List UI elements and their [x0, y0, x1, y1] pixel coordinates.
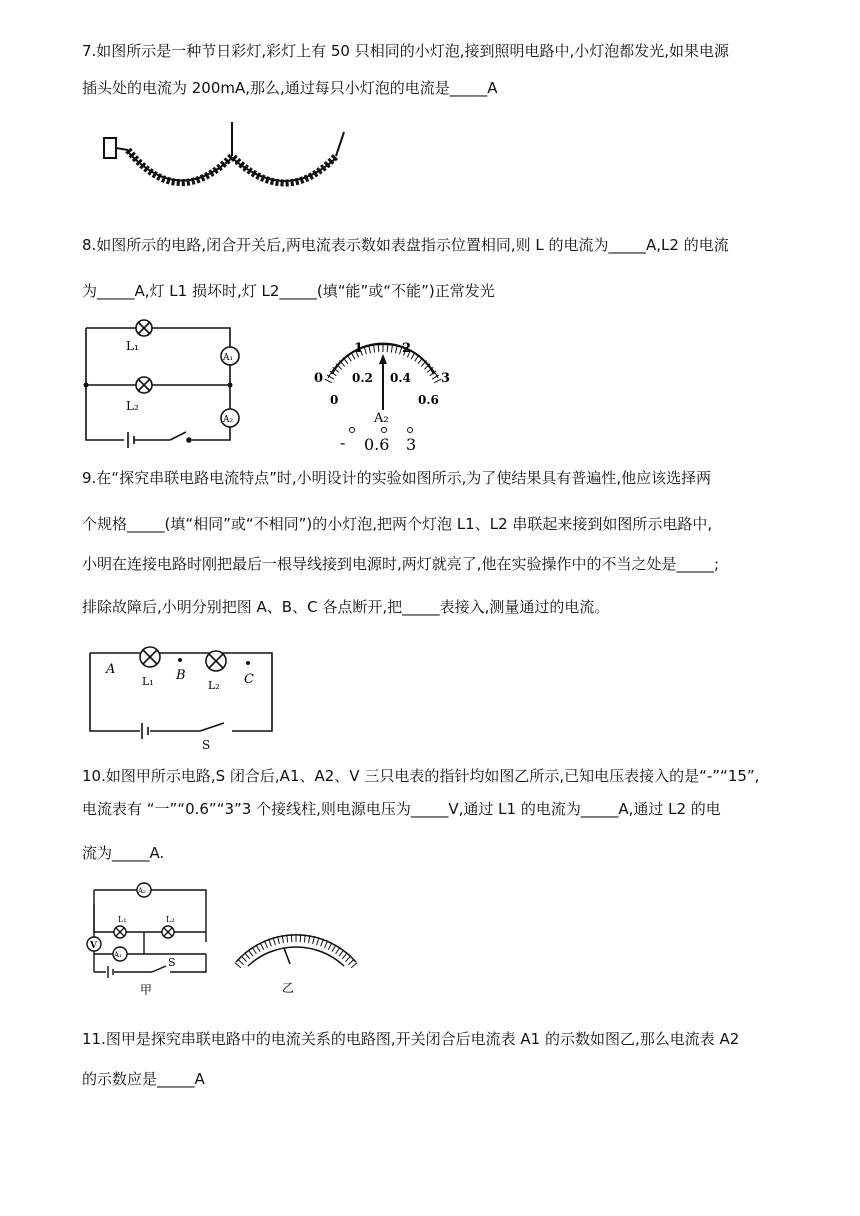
q11-text-line2: 的示数应是_____A	[82, 1070, 205, 1088]
point-b-label: B	[176, 668, 186, 683]
switch-icon	[152, 966, 166, 972]
ammeter-a1-label: A₁	[223, 353, 234, 363]
q9-text-line1: 9.在“探究串联电路电流特点”时,小明设计的实验如图所示,为了使结果具有普遍性,他应该选择两	[82, 469, 712, 487]
dial-tick	[336, 947, 340, 954]
dial-tick	[411, 352, 415, 359]
ammeter-a2-label: A₂	[138, 887, 146, 895]
ammeter-a1-label: A₁	[114, 951, 122, 959]
q11-text-line1: 11.图甲是探究串联电路中的电流关系的电路图,开关闭合后电流表 A1 的示数如图乙,那么电流表 A2	[82, 1030, 740, 1048]
q10-text-line3: 流为_____A.	[82, 844, 165, 862]
q9-text-line3: 小明在连接电路时刚把最后一根导线接到电源时,两灯就亮了,他在实验操作中的不当之处是_____;	[82, 555, 720, 573]
dial-tick	[395, 346, 397, 354]
dial-tick	[328, 943, 332, 950]
q7-text-line1: 7.如图所示是一种节日彩灯,彩灯上有 50 只相同的小灯泡,接到照明电路中,小灯泡都发光,如果电源	[82, 42, 730, 60]
q9-text-line4: 排除故障后,小明分别把图 A、B、C 各点断开,把_____表接入,测量通过的电流。	[82, 598, 610, 616]
lamp-l1-label: L₁	[118, 915, 127, 924]
dial-tick	[248, 950, 253, 956]
dial-tick	[369, 346, 371, 354]
scale-bottom-0: 0	[330, 393, 339, 407]
lamp-l1-label: L₁	[142, 675, 154, 688]
scale-bottom-3: 0.6	[418, 393, 439, 407]
lamp-l2-label: L₂	[208, 679, 220, 692]
switch-icon	[170, 432, 186, 440]
lamp-l2-label: L₂	[166, 915, 175, 924]
dial-tick	[339, 950, 344, 956]
dial-tick	[260, 943, 264, 950]
point-a-label: A	[106, 662, 116, 677]
scale-bottom-1: 0.2	[352, 371, 373, 385]
terminal-3: 3	[406, 435, 417, 454]
q8-circuit-diagram	[80, 318, 240, 454]
dial-tick	[378, 344, 379, 352]
q9-text-line2: 个规格_____(填“相同”或“不相同”)的小灯泡,把两个灯泡 L1、L2 串联起来接到如图所示电路中,	[82, 515, 713, 533]
scale-top-1: 1	[354, 341, 364, 356]
lamp-l2-label: L₂	[126, 399, 139, 413]
dial-tick	[374, 345, 375, 353]
terminal-0.6: 0.6	[364, 435, 390, 454]
q10-text-line2: 电流表有 “一”“0.6”“3”3 个接线柱,则电源电压为_____V,通过 L1 的电流为_____A,通过 L2 的电	[82, 800, 721, 818]
dial-tick	[325, 379, 332, 383]
figure-caption-yi: 乙	[282, 981, 295, 995]
switch-icon	[200, 723, 224, 731]
ammeter-a2-label: A₂	[223, 415, 234, 425]
battery-icon	[142, 723, 148, 739]
scale-bottom-2: 0.4	[390, 371, 411, 385]
dial-meter-label: A₂	[374, 411, 389, 426]
dial-tick	[351, 963, 357, 968]
battery-icon	[128, 432, 134, 448]
q8-text-line1: 8.如图所示的电路,闭合开关后,两电流表示数如表盘指示位置相同,则 L 的电流为_____A,L2 的电流	[82, 236, 729, 254]
dial-tick	[332, 945, 336, 952]
battery-icon	[108, 966, 113, 978]
dial-tick	[348, 959, 354, 964]
q7-text-line2: 插头处的电流为 200mA,那么,通过每只小灯泡的电流是_____A	[82, 79, 498, 97]
q8-text-line2: 为_____A,灯 L1 损坏时,灯 L2_____(填“能”或“不能”)正常发光	[82, 282, 495, 300]
q7-string-lights-figure	[100, 120, 360, 200]
q8-ammeter-dial	[310, 330, 460, 454]
plug-icon	[104, 138, 116, 158]
switch-label: S	[202, 738, 211, 752]
dial-tick	[387, 344, 388, 352]
dial-tick	[241, 956, 246, 962]
figure-caption-jia: 甲	[140, 983, 153, 997]
dial-tick	[325, 941, 328, 948]
scale-top-2: 2	[402, 341, 412, 356]
dial-tick	[238, 959, 244, 964]
terminal-minus: -	[340, 433, 346, 452]
dial-tick	[252, 947, 256, 954]
dial-tick	[245, 953, 250, 959]
q10-circuit-diagram	[82, 882, 232, 998]
scale-top-3: 3	[441, 371, 451, 386]
q10-text-line1: 10.如图甲所示电路,S 闭合后,A1、A2、V 三只电表的指针均如图乙所示,已知电压表接入的是“-”“15”,	[82, 767, 760, 785]
q10-meter-dial	[226, 896, 366, 996]
dial-tick	[345, 956, 350, 962]
dial-tick	[235, 963, 241, 968]
dial-needle	[284, 948, 290, 964]
dial-tick	[264, 941, 267, 948]
point-c-label: C	[244, 672, 254, 687]
scale-top-0: 0	[314, 371, 324, 386]
dial-tick	[256, 945, 260, 952]
dial-tick	[342, 953, 347, 959]
q9-circuit-diagram	[82, 643, 282, 753]
voltmeter-label: V	[90, 941, 97, 951]
dial-tick	[364, 347, 366, 355]
dial-tick	[391, 345, 392, 353]
lamp-l1-label: L₁	[126, 339, 139, 353]
switch-label: S	[168, 956, 176, 969]
